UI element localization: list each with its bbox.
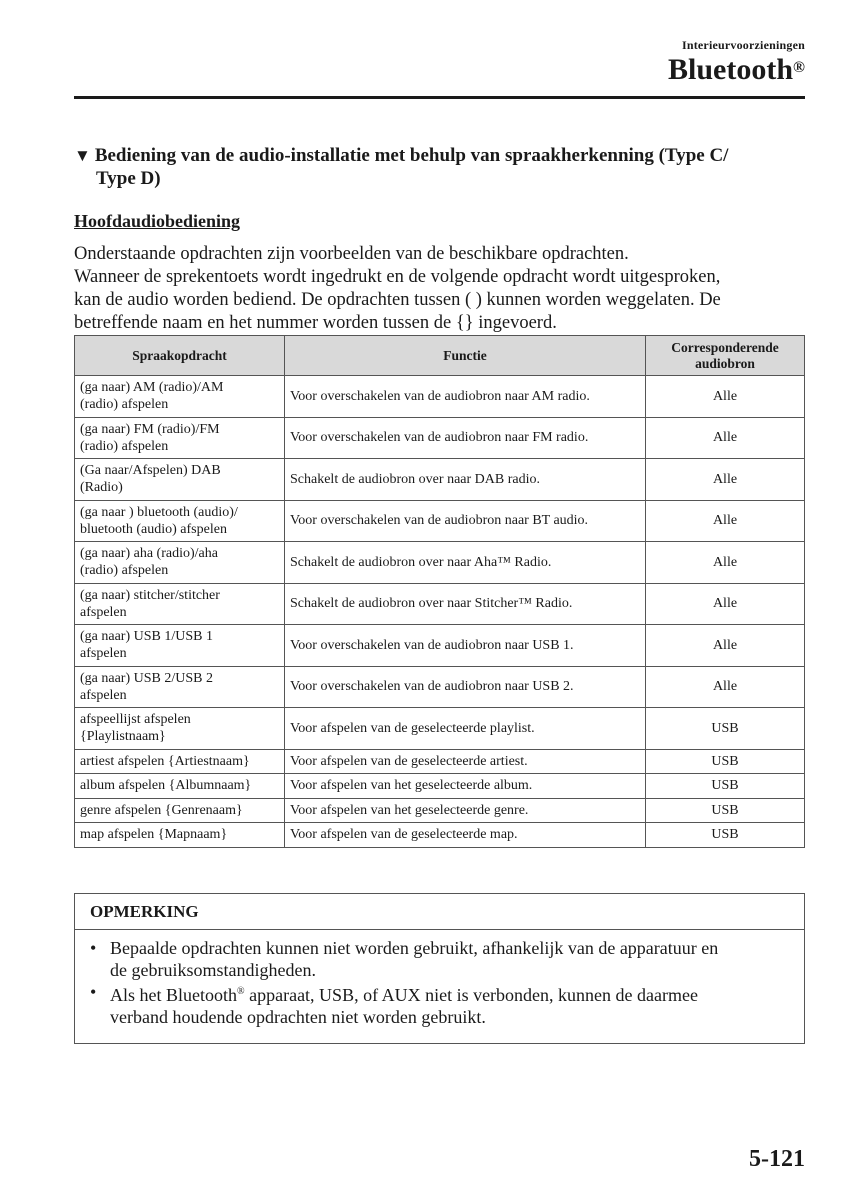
cell-command-line1: genre afspelen {Genrenaam} [80,802,243,818]
cell-source: Alle [646,417,805,459]
cell-function: Voor overschakelen van de audiobron naar FM radio. [285,417,646,459]
cell-command [75,500,285,542]
cell-command [75,625,285,667]
cell-source: Alle [646,666,805,708]
intro-line: kan de audio worden bediend. De opdrachten tussen ( ) kunnen worden weggelaten. De [74,290,721,310]
section-label: Interieurvoorzieningen [681,38,805,52]
table-row [75,823,805,848]
table-row [75,666,805,708]
cell-command-line2: (radio) afspelen [80,563,169,579]
header-rule [74,96,805,99]
cell-command-line1: (Ga naar/Afspelen) DAB [80,463,221,479]
bullet-icon: • [90,982,97,1002]
cell-source: USB [646,774,805,799]
subheading: Hoofdaudiobediening [74,211,241,231]
intro-line: Wanneer de sprekentoets wordt ingedrukt en de volgende opdracht wordt uitgesproken, [74,267,721,287]
cell-command-line2: bluetooth (audio) afspelen [80,521,227,537]
cell-command-line1: album afspelen {Albumnaam} [80,778,252,794]
cell-function: Schakelt de audiobron over naar DAB radio. [285,459,646,501]
cell-source: Alle [646,583,805,625]
intro-line: Onderstaande opdrachten zijn voorbeelden van de beschikbare opdrachten. [74,244,629,264]
cell-command-line1: afspeellijst afspelen [80,712,191,728]
cell-function: Voor overschakelen van de audiobron naar USB 2. [285,666,646,708]
cell-function: Voor afspelen van het geselecteerde album. [285,774,646,799]
note-item [90,981,784,1028]
cell-source: Alle [646,459,805,501]
table-row [75,798,805,823]
cell-function: Voor afspelen van het geselecteerde genre. [285,798,646,823]
cell-command-line2: (Radio) [80,480,123,496]
note-item-text: Als het Bluetooth [110,985,237,1005]
note-item-line: Bepaalde opdrachten kunnen niet worden gebruikt, afhankelijk van de apparatuur en [110,938,719,958]
cell-source: Alle [646,500,805,542]
cell-command-line1: (ga naar) FM (radio)/FM [80,421,220,437]
col-header-source-line2: audiobron [695,355,755,371]
section-heading-line2: Type D) [96,168,161,189]
table-row [75,459,805,501]
cell-command-line1: (ga naar) USB 1/USB 1 [80,629,213,645]
page-number: 5-121 [749,1146,805,1172]
cell-source: USB [646,749,805,774]
cell-source: USB [646,798,805,823]
cell-source: Alle [646,542,805,584]
registered-mark: ® [793,59,805,76]
cell-command [75,459,285,501]
note-list [75,930,804,1028]
bullet-icon: • [90,938,97,958]
cell-function: Schakelt de audiobron over naar Stitcher™ Radio. [285,583,646,625]
section-heading-line1: Bediening van de audio-installatie met behulp van spraakherkenning (Type C/ [94,145,729,166]
note-title: OPMERKING [75,894,804,930]
cell-command-line2: afspelen [80,646,127,662]
col-header-source [646,336,805,376]
cell-command-line2: (radio) afspelen [80,397,169,413]
cell-command [75,708,285,750]
cell-command-line1: (ga naar) aha (radio)/aha [80,546,218,562]
cell-function: Voor afspelen van de geselecteerde artiest. [285,749,646,774]
registered-mark: ® [237,986,245,997]
table-row [75,774,805,799]
cell-command-line2: afspelen [80,687,127,703]
table-row [75,749,805,774]
page-title-text: Bluetooth [668,53,794,86]
intro-line: betreffende naam en het nummer worden tussen de {} ingevoerd. [74,313,557,333]
cell-command [75,798,285,823]
cell-function: Voor overschakelen van de audiobron naar AM radio. [285,376,646,418]
cell-command-line1: artiest afspelen {Artiestnaam} [80,753,250,769]
cell-source: Alle [646,625,805,667]
cell-command-line1: (ga naar) AM (radio)/AM [80,380,224,396]
cell-command [75,542,285,584]
cell-command [75,417,285,459]
cell-source: USB [646,708,805,750]
cell-command-line2: (radio) afspelen [80,438,169,454]
cell-command-line1: (ga naar) USB 2/USB 2 [80,670,213,686]
table-row [75,376,805,418]
note-item-line: de gebruiksomstandigheden. [110,960,316,980]
cell-command-line1: (ga naar ) bluetooth (audio)/ [80,504,238,520]
cell-command [75,666,285,708]
table-row [75,500,805,542]
section-heading [74,144,804,190]
table-row [75,708,805,750]
table-row [75,542,805,584]
table-body [75,376,805,848]
table-row [75,583,805,625]
cell-function: Voor overschakelen van de audiobron naar BT audio. [285,500,646,542]
note-item-text: apparaat, USB, of AUX niet is verbonden, kunnen de daarmee [244,985,698,1005]
voice-command-table [74,335,805,848]
cell-command-line1: map afspelen {Mapnaam} [80,827,228,843]
intro-paragraph [74,243,809,335]
note-item-line: verband houdende opdrachten niet worden gebruikt. [110,1007,486,1027]
col-header-source-line1: Corresponderende [671,339,779,355]
col-header-command: Spraakopdracht [75,336,285,376]
cell-function: Schakelt de audiobron over naar Aha™ Radio. [285,542,646,584]
table-header-row [75,336,805,376]
cell-function: Voor afspelen van de geselecteerde playlist. [285,708,646,750]
cell-command-line1: (ga naar) stitcher/stitcher [80,587,220,603]
note-box [74,893,805,1044]
cell-function: Voor afspelen van de geselecteerde map. [285,823,646,848]
table-row [75,417,805,459]
cell-command [75,823,285,848]
page-title [668,52,805,88]
triangle-marker-icon: ▼ [74,146,91,165]
table-row [75,625,805,667]
cell-command-line2: afspelen [80,604,127,620]
cell-command-line2: {Playlistnaam} [80,729,166,745]
cell-command [75,583,285,625]
cell-command [75,749,285,774]
cell-command [75,774,285,799]
col-header-function: Functie [285,336,646,376]
note-item [90,937,784,981]
cell-source: Alle [646,376,805,418]
cell-command [75,376,285,418]
cell-function: Voor overschakelen van de audiobron naar USB 1. [285,625,646,667]
cell-source: USB [646,823,805,848]
